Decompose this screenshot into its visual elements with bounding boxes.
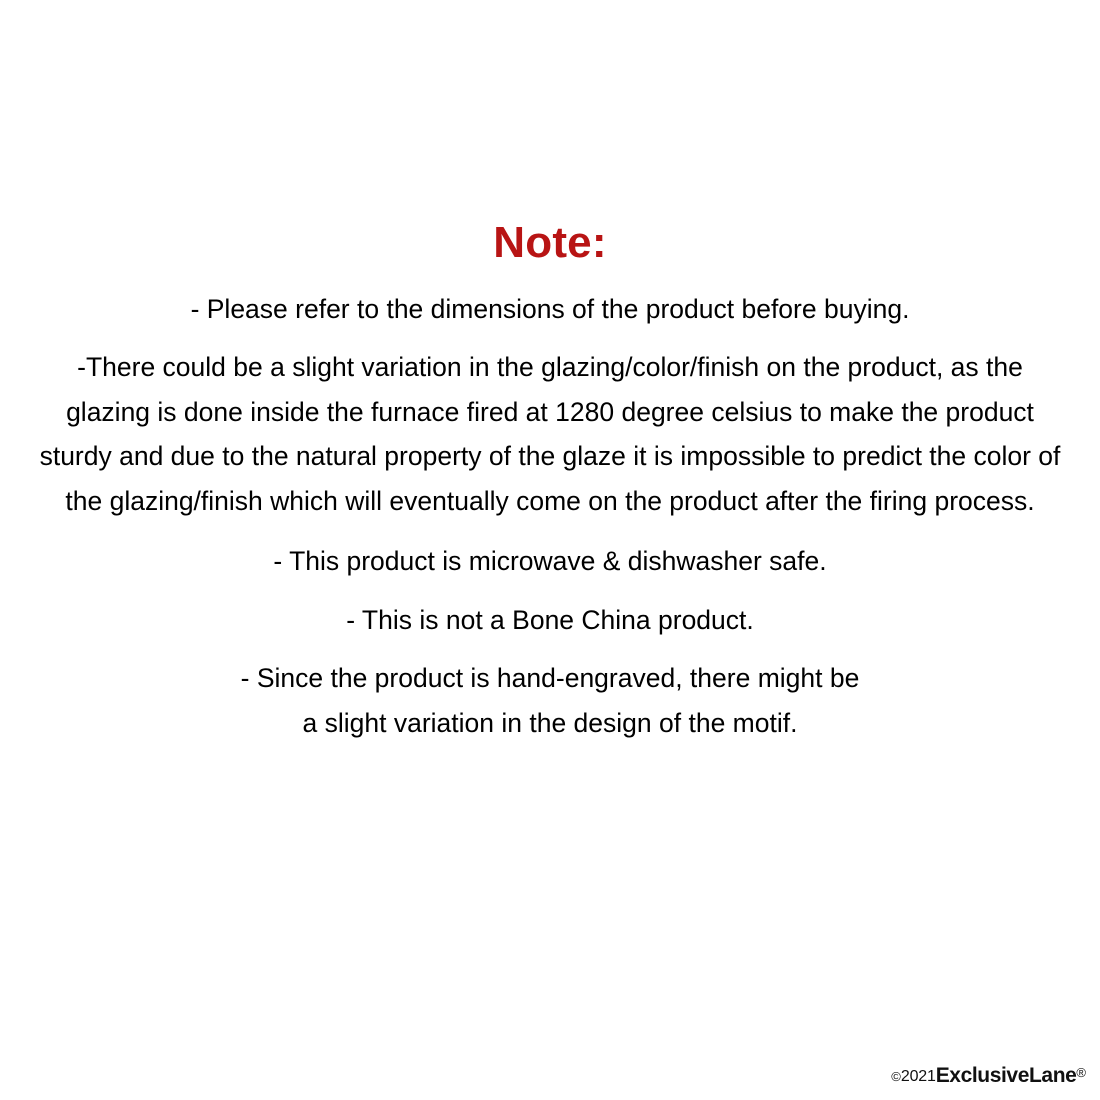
copyright-icon: © [891,1069,901,1084]
footer-watermark [891,1064,1086,1088]
note-line-hand-engraved-1: - Since the product is hand-engraved, there might be [240,663,860,694]
registered-trademark-icon: ® [1076,1065,1086,1080]
note-line-not-bone-china: - This is not a Bone China product. [346,604,754,635]
footer-year: 2021 [900,1068,936,1085]
footer-brand: ExclusiveLane [935,1064,1077,1087]
note-line-glazing-variation: -There could be a slight variation in the glazing/color/finish on the product, as the glazing is done inside the furnace fired at 1280 degree celsius to make the product sturdy and due to the natural property of the glaze it is impossible to predict the color of the glazing/finish which will eventually come on the product after the firing process. [39,352,1061,516]
note-block [0,218,1100,759]
note-line-microwave-dishwasher: - This product is microwave & dishwasher safe. [273,546,827,577]
note-line-dimensions: - Please refer to the dimensions of the product before buying. [190,293,910,324]
note-title: Note: [493,218,607,267]
note-line-hand-engraved-2: a slight variation in the design of the motif. [302,707,798,738]
